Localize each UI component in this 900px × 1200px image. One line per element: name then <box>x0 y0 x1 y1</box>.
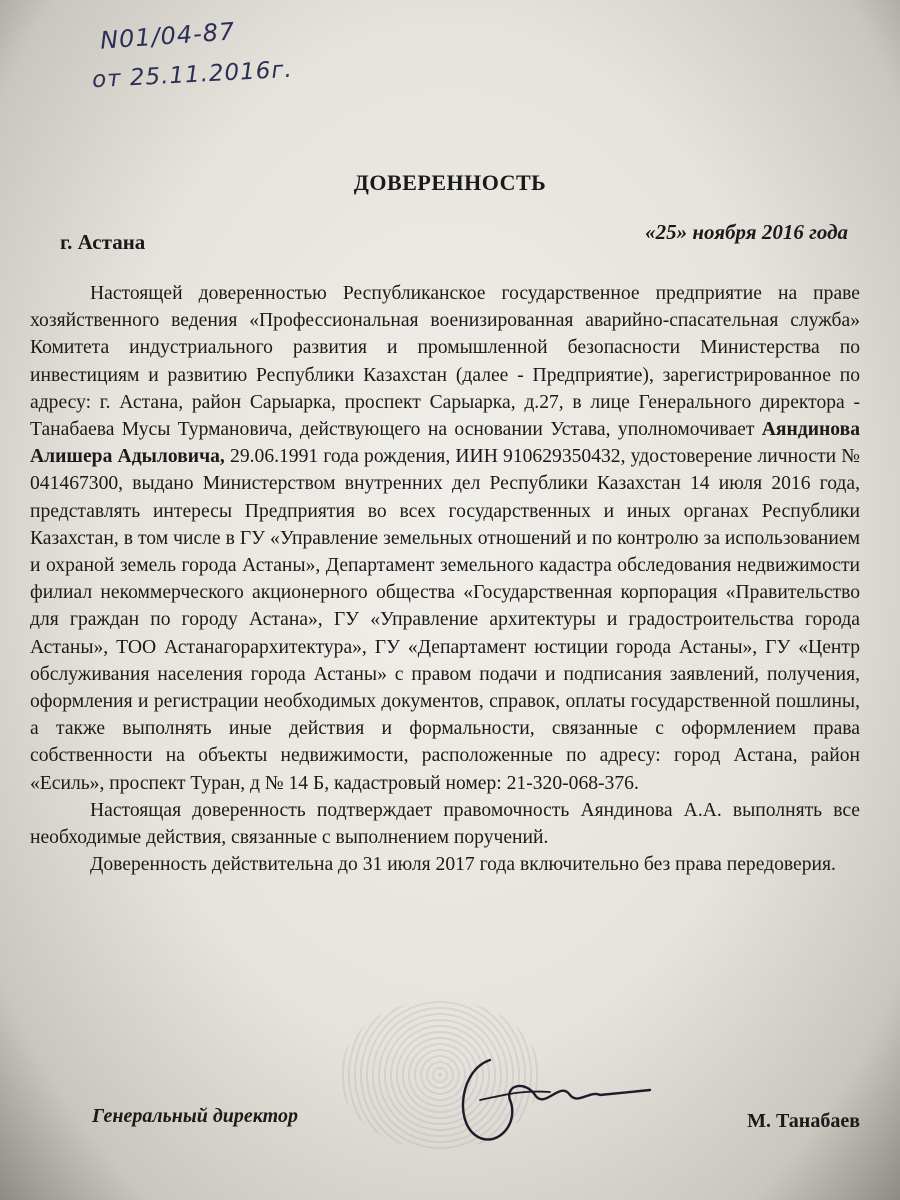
paragraph-validity: Доверенность действительна до 31 июля 2017 года включительно без права передоверия. <box>90 854 836 876</box>
signature-scribble <box>450 1040 660 1160</box>
paragraph-authorization-start: Настоящей доверенностью Республиканское государственное предприятие на праве хозяйственного ведения «Профессиональная военизированная аварийно-спасательная служба» Комитета индустриального развития и промышленной безопасности Министерства по инвестициям и развитию Республики Казахстан (далее - Предприятие), зарегистрированное по адресу: г. Астана, район Сарыарка, проспект Сарыарка, д.27, в лице Генерального директора - Танабаева Мусы Турмановича, действующего на основании Устава, уполномочивает <box>30 283 860 441</box>
signatory-name: М. Танабаев <box>747 1110 860 1132</box>
handwritten-registration-date: от 25.11.2016г. <box>91 56 294 94</box>
paragraph-confirmation: Настоящая доверенность подтверждает правомочность Аяндинова А.А. выполнять все необходимые действия, связанные с выполнением поручений. <box>30 799 860 849</box>
paragraph-authorization <box>30 280 860 797</box>
document-body <box>30 280 860 878</box>
signatory-role: Генеральный директор <box>92 1105 298 1127</box>
handwritten-registration-number: N01/04-87 <box>99 17 237 55</box>
document-title: ДОВЕРЕННОСТЬ <box>353 170 547 195</box>
document-date: «25» ноября 2016 года <box>645 220 848 244</box>
document-city: г. Астана <box>60 230 146 254</box>
paragraph-authorization-end: 29.06.1991 года рождения, ИИН 910629350432, удостоверение личности № 041467300, выдано Министерством внутренних дел Республики Казахстан 14 июля 2016 года, представлять интересы Предприятия во всех государственных и иных органах Республики Казахстан, в том числе в ГУ «Управление земельных отношений и по контролю за использованием и охраной земель города Астаны», Департамент земельного кадастра обследования недвижимости филиал некоммерческого акционерного общества «Государственная корпорация «Правительство для граждан по городу Астана», ГУ «Управление архитектуры и градостроительства города Астаны», ТОО Астанагорархитектура», ГУ «Департамент юстиции города Астаны», ГУ «Центр обслуживания населения города Астаны» с правом подачи и подписания заявлений, получения, оформления и регистрации необходимых документов, справок, оплаты государственной пошлины, а также выполнять иные действия и формальности, связанные с оформлением права собственности на объекты недвижимости, расположенные по адресу: город Астана, район «Есиль», проспект Туран, д № 14 Б, кадастровый номер: 21-320-068-376. <box>30 446 860 794</box>
representative-name: Аяндинова Алишера Адыловича, <box>30 419 860 468</box>
